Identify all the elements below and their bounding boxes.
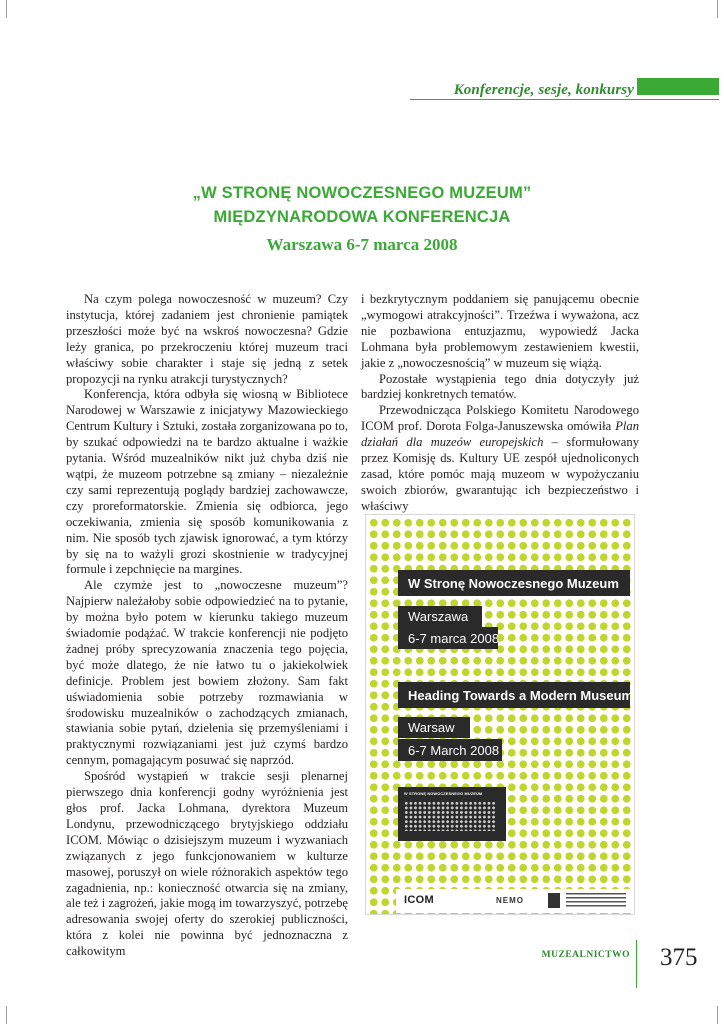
poster-mini-thumbnail: [398, 787, 506, 841]
document-title-italic: Plan działań dla muzeów europejskich: [361, 419, 639, 450]
paragraph: Ale czymże jest to „nowoczesne muzeum”? Najpierw należałoby sobie odpowiedzieć na to pytanie, by można było potem w kierunku takiego muzeum świadomie podążać. W trakcie konferencji nie podjęto żadnej próby sprecyzowania znaczenia tego pojęcia, być może dlatego, że nie łatwo tu o jakiekolwiek definicje. Problem jest bowiem złożony. Sam fakt uświadomienia sobie potrzeby rozmawiania w środowisku muzealników o zachodzących zmianach, stawiania sobie pytań, dzielenia się przemyśleniami i praktycznymi rozwiązaniami jest już czymś bardzo cennym, pomagającym posuwać się naprzód.: [66, 578, 348, 768]
icom-logo: ICOM: [404, 894, 434, 906]
ministry-logo: [566, 893, 626, 908]
poster-city-pl: Warszawa: [398, 606, 482, 627]
poster-mini-dots: [404, 801, 496, 831]
section-header-bar: [637, 78, 719, 95]
crop-mark: [717, 1006, 718, 1024]
text-column-left: [66, 292, 348, 960]
crop-mark: [717, 0, 718, 18]
poster-date-pl: 6-7 marca 2008: [398, 627, 498, 649]
poster-sponsor-logos: [396, 889, 632, 913]
footer-rule: [636, 940, 637, 988]
paragraph-text: – sformułowany przez Komisję ds. Kultury UE zespół ujednoliconych zasad, które pomóc mają muzeom w wypożyczaniu swoich zbiorów, gwarantując ich bezpieczeństwo i właściwy: [361, 435, 639, 513]
text-column-right: [361, 292, 639, 515]
title-line-2: MIĘDZYNARODOWA KONFERENCJA: [213, 208, 511, 226]
title-date: Warszawa 6-7 marca 2008: [266, 235, 458, 254]
paragraph-text: Przewodnicząca Polskiego Komitetu Narodowego ICOM prof. Dorota Folga-Januszewska omówiła: [361, 403, 639, 434]
poster-city-en: Warsaw: [398, 717, 470, 738]
nemo-logo: NEMO: [496, 896, 524, 905]
paragraph: i bezkrytycznym poddaniem się panującemu obecnie „wymogowi atrakcyjności”. Trzeźwa i wyważona, acz nie pozbawiona entuzjazmu, wypowiedź Jacka Lohmana była problemowym zestawieniem kwestii, jakie z „nowoczesnością” w muzeum się wiążą.: [361, 292, 639, 370]
journal-name: MUZEALNICTWO: [541, 950, 630, 960]
poster-mini-title: W STRONĘ NOWOCZESNEGO MUZEUM: [404, 792, 483, 796]
conference-poster-image: [365, 514, 635, 915]
crop-mark: [6, 1006, 7, 1024]
poster-title-en: Heading Towards a Modern Museum: [398, 682, 630, 708]
paragraph: Na czym polega nowoczesność w muzeum? Czy instytucja, której zadaniem jest chronienie pamiątek przeszłości może być na wskroś nowoczesna? Gdzie leży granica, po przekroczeniu której muzeum traci właściwy sobie charakter i staje się jedną z setek propozycji na rynku atrakcji turystycznych?: [66, 292, 348, 386]
section-header-rule: [410, 99, 719, 100]
paragraph: Spośród wystąpień w trakcie sesji plenarnej pierwszego dnia konferencji godny wyróżnienia jest głos prof. Jacka Lohmana, dyrektora Muzeum Londynu, przewodniczącego brytyjskiego oddziału ICOM. Mówiąc o dzisiejszym muzeum i wyzwaniach związanych z jego funkcjonowaniem w kulturze masowej, poruszył on wiele różnorakich aspektów tego zagadnienia, np.: konieczność otwarcia się na zmiany, ale też i zagrożeń, jakie mogą im towarzyszyć, potrzebę adresowania swojej oferty do szerokiej publiczności, która z kolei nie powinna być jednoznaczna z całkowitym: [66, 769, 348, 959]
page-number: 375: [660, 944, 698, 971]
paragraph: Pozostałe wystąpienia tego dnia dotyczyły już bardziej konkretnych tematów.: [361, 371, 639, 402]
crop-mark: [6, 0, 7, 18]
title-line-1: „W STRONĘ NOWOCZESNEGO MUZEUM”: [192, 184, 532, 202]
poster-date-en: 6-7 March 2008: [398, 739, 502, 761]
paragraph: [361, 403, 639, 514]
poster-title-pl: W Stronę Nowoczesnego Muzeum: [398, 570, 630, 596]
emblem-logo: [548, 893, 560, 908]
section-header: Konferencje, sesje, konkursy: [453, 82, 634, 98]
article-title: [80, 181, 644, 258]
paragraph: Konferencja, która odbyła się wiosną w Bibliotece Narodowej w Warszawie z inicjatywy Mazowieckiego Centrum Kultury i Sztuki, została zorganizowana po to, by szukać odpowiedzi na te bardzo aktualne i ważkie pytania. Wśród muzealników nikt już chyba dziś nie wątpi, że muzeom potrzebne są zmiany – niezależnie czy sami reprezentują poglądy bardziej zachowawcze, czy proreformatorskie. Zmienia się odbiorca, jego oczekiwania, zmienia się sposób komunikowania z nim. Nie sposób tych zjawisk ignorować, a tym którzy by się na to ważyli grozi skostnienie w tradycyjnej formule i zepchnięcie na margines.: [66, 387, 348, 577]
